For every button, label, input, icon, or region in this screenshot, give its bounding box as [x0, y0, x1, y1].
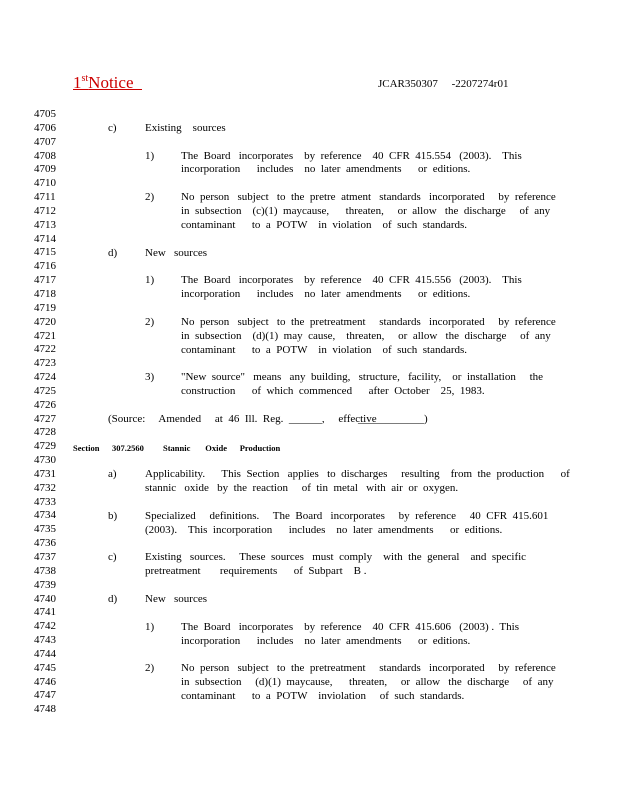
line-numbers [34, 108, 56, 717]
line-number: 4725 [34, 384, 56, 397]
e2-line-2: in subsection (d)(1) maycause, threaten, or allow the discharge of any [181, 676, 554, 688]
a-line-2: stannic oxide by the reaction of tin metal with air or oxygen. [145, 482, 459, 494]
c2-line-3: contaminant to a POTW in violation of such standards. [181, 218, 468, 231]
line-number: 4726 [34, 398, 56, 411]
line-number: 4731 [34, 467, 56, 480]
source-effective-blank: ____________) [358, 412, 428, 425]
d1-line-1: The Board incorporates by reference 40 CFR 415.556 (2003). This [181, 274, 522, 287]
line-number: 4728 [34, 426, 56, 439]
line-number: 4710 [34, 177, 56, 190]
d1-line-2: incorporation includes no later amendments or editions. [181, 288, 471, 301]
line-number: 4740 [34, 592, 56, 605]
line-number: 4743 [34, 634, 56, 647]
d2-number: 2) [145, 315, 155, 328]
d3-number: 3) [145, 371, 155, 384]
d1-number: 1) [145, 274, 155, 287]
line-number: 4739 [34, 578, 56, 591]
line-number: 4708 [34, 149, 56, 162]
line-number: 4730 [34, 454, 56, 467]
subsection-c2-label: c) [108, 551, 117, 564]
line-number: 4712 [34, 204, 56, 217]
line-number: 4745 [34, 661, 56, 674]
e1-line-2: incorporation includes no later amendments or editions. [181, 634, 471, 647]
source-note: (Source: Amended at 46 Ill. Reg. ______, effective [108, 412, 377, 425]
d3-line-2: construction of which commenced after October 25, 1983. [181, 385, 485, 398]
e1-line-1: The Board incorporates by reference 40 CFR 415.606 (2003) . This [181, 620, 519, 633]
subsection-d2-title: New sources [145, 592, 208, 605]
line-number: 4734 [34, 509, 56, 522]
line-number: 4727 [34, 412, 56, 425]
c2-line-1: No person subject to the pretre atment standards incorporated by reference [181, 191, 556, 204]
line-number: 4705 [34, 108, 56, 120]
d3-line-1: "New source" means any building, structure, facility, or installation the [181, 371, 544, 384]
notice-word: Notice [88, 73, 142, 92]
line-number: 4747 [34, 689, 56, 702]
b-line-2: (2003). This incorporation includes no later amendments or editions. [145, 523, 503, 536]
subsection-d-title: New sources [145, 246, 208, 259]
b-line-1: Specialized definitions. The Board incorporates by reference 40 CFR 415.601 [145, 509, 549, 522]
d2-line-2: in subsection (d)(1) may cause, threaten, or allow the discharge of any [181, 329, 551, 342]
line-number: 4744 [34, 647, 56, 660]
c1-line-1: The Board incorporates by reference 40 CFR 415.554 (2003). This [181, 149, 522, 162]
e2-number: 2) [145, 662, 155, 675]
line-number: 4723 [34, 357, 56, 370]
line-number: 4732 [34, 481, 56, 494]
line-number: 4733 [34, 495, 56, 508]
line-number: 4721 [34, 329, 56, 342]
line-number: 4715 [34, 246, 56, 259]
line-number: 4720 [34, 315, 56, 328]
line-number: 4713 [34, 218, 56, 231]
line-number: 4738 [34, 564, 56, 577]
line-number: 4735 [34, 523, 56, 536]
notice-ordinal-suffix: st [81, 73, 89, 84]
d2-line-3: contaminant to a POTW in violation of such standards. [181, 343, 468, 356]
line-number: 4709 [34, 163, 56, 176]
e2-line-1: No person subject to the pretreatment standards incorporated by reference [181, 662, 556, 675]
c2-number: 2) [145, 191, 155, 204]
line-number: 4746 [34, 675, 56, 688]
line-number: 4707 [34, 135, 56, 148]
c1-number: 1) [145, 149, 155, 162]
subsection-b-label: b) [108, 509, 118, 522]
subsection-a-label: a) [108, 468, 117, 481]
e2-line-3: contaminant to a POTW inviolation of such standards. [181, 689, 465, 702]
line-number: 4714 [34, 232, 56, 245]
e1-number: 1) [145, 620, 155, 633]
line-number: 4724 [34, 371, 56, 384]
c2-line-2: in subsection (c)(1) maycause, threaten, or allow the discharge of any [181, 205, 551, 217]
line-number: 4748 [34, 703, 56, 716]
section-word: Section [73, 442, 100, 453]
line-number: 4719 [34, 301, 56, 314]
notice-heading [73, 73, 142, 93]
section-title: Stannic Oxide Production [163, 442, 281, 453]
line-number: 4717 [34, 274, 56, 287]
subsection-c-label: c) [108, 121, 117, 134]
subsection-d2-label: d) [108, 592, 118, 605]
line-number: 4718 [34, 287, 56, 300]
line-number: 4736 [34, 537, 56, 550]
line-number: 4742 [34, 620, 56, 633]
line-number: 4729 [34, 440, 56, 453]
line-number: 4737 [34, 551, 56, 563]
line-number: 4716 [34, 260, 56, 273]
d2-line-1: No person subject to the pretreatment standards incorporated by reference [181, 315, 556, 328]
c2s-line-2: pretreatment requirements of Subpart B . [145, 565, 367, 578]
line-number: 4706 [34, 121, 56, 134]
section-number: 307.2560 [112, 442, 144, 453]
c2s-line-1: Existing sources. These sources must comply with the general and specific [145, 551, 527, 564]
a-line-1: Applicability. This Section applies to discharges resulting from the production of [145, 468, 570, 481]
c1-line-2: incorporation includes no later amendments or editions. [181, 163, 471, 176]
subsection-c-title: Existing sources [145, 121, 226, 134]
document-id: JCAR350307 -2207274r01 [378, 78, 509, 90]
subsection-d-label: d) [108, 246, 118, 259]
line-number: 4722 [34, 343, 56, 356]
line-number: 4741 [34, 606, 56, 619]
line-number: 4711 [34, 191, 56, 204]
notice-number: 1 [73, 73, 82, 92]
